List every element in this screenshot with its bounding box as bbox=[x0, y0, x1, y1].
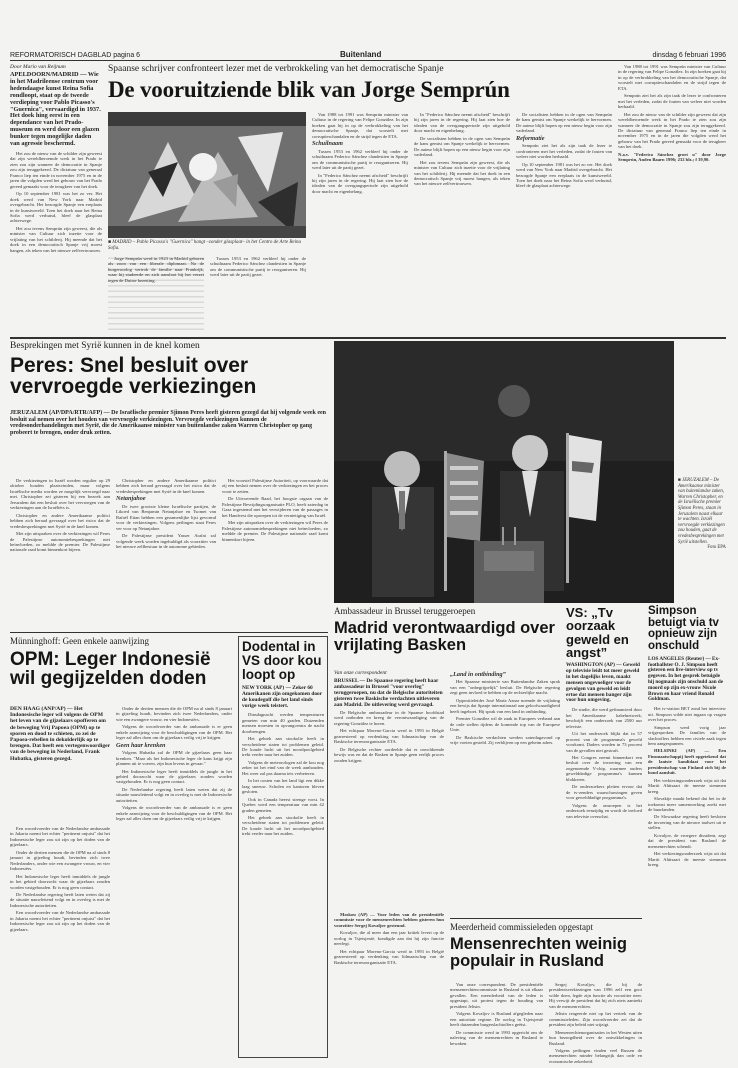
paragraph: Een woordvoerder van de Nederlandse ambassade in Jakarta noemt het echter "pertinent onjuist" dat het Indonesische leger zou uit zijn op het doden van de gijzelaars. bbox=[10, 910, 110, 932]
amb-col2 bbox=[450, 670, 560, 910]
paragraph: De onderzoekers pleiten ervoor dat de tv-zenders waarschuwingen geven voor gewelddadige programma's. bbox=[566, 784, 642, 801]
section-rule bbox=[10, 337, 726, 339]
peres-kicker: Besprekingen met Syrië kunnen in de knel komen bbox=[10, 341, 200, 351]
header-paper-name: REFORMATORISCH DAGBLAD pagina 6 bbox=[10, 52, 141, 59]
semprun-col2a bbox=[108, 256, 204, 334]
paragraph: Op 10 september 1981 was het zo ver. Het doek werd van New York naar Madrid overgebracht. Het bezorgde Spanje een ereplaats in de kunstwereld. Toen het doek naar het Reina Sofia werd verhuisd, bleef de glasplaat achterwege. bbox=[10, 191, 102, 224]
paragraph: Onder de dertien mensen die de OPM na al sinds 8 januari in gijzeling houdt, bevinden zich twee Nederlanders, onder wie een zwangere vrouw, en vier Indonesiërs. bbox=[116, 706, 232, 722]
simpson-title: Simpson betuigt via tv opnieuw zijn onschuld bbox=[648, 605, 719, 653]
paragraph: In het oosten van het land ligt een dikke laag sneeuw. Scholen en kantoren bleven gesloten. bbox=[242, 778, 324, 795]
paragraph: Het verkiezingsonderzoek wijst uit dat Martti Ahtisaari de meeste stemmen kreeg. bbox=[648, 777, 726, 794]
paragraph: De verkiezingen in Israël worden regulier op 29 oktober houden plaatsvinden, maar volgens Israëlische media worden ze mogelijk vervroegd naar mei. Christopher zei gisteren bij een bezoek aan Jeruzalem dat een besluit over het vervroegen van de verkiezingen aan de Israëliërs is. bbox=[10, 478, 110, 511]
opm-col2 bbox=[116, 706, 232, 1058]
paragraph: Het echtpaar Moreno-Garcia werd in 1993 in België gearresteerd op verdenking van lidmaatschap van de Baskische terreurorganisatie ETA. bbox=[334, 728, 444, 745]
paragraph: Volgens Hubatka zal de OPM de gijzelaars geen haar krenken. "Maar als het Indonesische leger de kans krijgt zijn plannen uit te voeren, zijn hun levens in gevaar." bbox=[116, 750, 232, 767]
dodental-body bbox=[242, 712, 324, 837]
paragraph: Het zou de nieuw van de schilder zijn geweest dat zijn wereldberoemde werk in het Prado te zien zou zijn wanneer de democratie in Spanje zou zijn teruggekeerd. De dictatuur van generaal Franco liep ten einde in november 1975 en in de jaren die volgden werd het gebouw van het Prado gereed gemaakt voor de terugkeer van het doek. bbox=[10, 150, 102, 189]
amb-body1 bbox=[334, 710, 444, 763]
peres-col1 bbox=[10, 478, 110, 628]
paragraph: In "Federico Sánchez neemt afscheid" beschrijft hij zijn jaren in de regering. Hij laat zien hoe de idealen van de overgangsperiode zijn uitgehold door macht en eigenbelang. bbox=[312, 172, 408, 194]
paragraph: Op 10 september 1981 was het zo ver. Het doek werd van New York naar Madrid overgebracht. Het bezorgde Spanje een ereplaats in de kunstwereld. Toen het doek naar het Reina Sofia werd verhuisd, bleef de glasplaat achterwege. bbox=[516, 161, 612, 189]
vs-lede: WASHINGTON (AP) — Geweld op televisie leidt tot meer geweld in het dagelijks leven, maakt mensen ongevoeliger voor de gevolgen van geweld en leidt ertoe dat mensen banger zijn voor hun omgeving. bbox=[566, 662, 640, 704]
semprun-col1 bbox=[10, 151, 102, 253]
page-header bbox=[10, 48, 726, 61]
peres-christopher-photo bbox=[334, 341, 674, 603]
vs-title: VS: „Tv oorzaak geweld en angst” bbox=[566, 605, 629, 660]
paragraph: Het zou de nieuw van de schilder zijn geweest dat zijn wereldberoemde werk in het Prado te zien zou zijn wanneer de democratie in Spanje zou zijn teruggekeerd. De dictatuur van generaal Franco liep ten einde in november 1975 en in de jaren die volgden werd het gebouw van het Prado gereed gemaakt voor de terugkeer van het doek. bbox=[618, 111, 726, 150]
paragraph: Het Indonesische leger heeft inmiddels de jungle in het gebied doorzocht waar de gijzelaars zouden worden vastgehouden. Er is nog geen contact. bbox=[10, 873, 110, 890]
semprun-col3 bbox=[312, 112, 408, 334]
opm-kicker: Münninghoff: Geen enkele aanwijzing bbox=[10, 636, 150, 646]
paragraph: De Nederlandse regering heeft laten weten dat zij de situatie nauwlettend volgt en in overleg is met de Indonesische autoriteiten. bbox=[10, 891, 110, 908]
paragraph: Het echtpaar Moreno-Garcia werd in 1993 in België gearresteerd op verdenking van lidmaatschap van de Baskische terreurorganisatie ETA. bbox=[334, 948, 444, 965]
vs-article bbox=[566, 606, 642, 922]
peres-subhead: Netanjahoe bbox=[116, 495, 146, 503]
paragraph: Jeltsin reageerde niet op het vertrek van de commissieleden. Zijn woordvoerder zei dat de president zijn beleid niet wijzigt. bbox=[549, 1011, 642, 1028]
peres-caption bbox=[678, 478, 726, 602]
paragraph: Simpson werd vorig jaar vrijgesproken. De families van de slachtoffers hebben een civiele zaak tegen hem aangespannen. bbox=[648, 724, 726, 746]
semprun-subhead-reformatie: Reformatie bbox=[516, 134, 545, 142]
amb-body3 bbox=[334, 912, 444, 965]
rusland-title-box bbox=[450, 936, 642, 980]
paragraph: Semprún ziet het als zijn taak de lezer te confronteren met het verleden, zodat de fouten van weleer niet worden herhaald. bbox=[516, 143, 612, 160]
amb-subhead: „Land in ontbinding” bbox=[450, 671, 506, 678]
paragraph: Tussen 1953 en 1962 verbleef hij onder de schuilnaam Federico Sánchez clandestien in Spanje om de communistische partij te reorganiseren. Hij werd later uit de partij gezet. bbox=[210, 256, 306, 278]
paragraph: Volgens peilingen vinden veel Russen de mensenrechten minder belangrijk dan orde en economische zekerheid. bbox=[549, 1047, 642, 1064]
semprun-subhead-schuilnaam: Schuilnaam bbox=[312, 140, 343, 148]
simpson-lede: LOS ANGELES (Reuter) — Ex-footballster O. J. Simpson heeft gisteren een live-interview op tv gegeven. In het gesprek betuigde hij nogmaals zijn onschuld aan de moord op zijn ex-vrouw Nicole Brown en haar vriend Ronald Goldman. bbox=[648, 655, 724, 703]
paragraph: Met zijn uitspraken over de verkiezingen wil Peres de Palestijnse autonomiebesprekingen niet beïnvloeden, zo meldde de premier. De Palestijnse nationale raad komt binnenkort bijeen. bbox=[10, 531, 110, 553]
semprun-title: De vooruitziende blik van Jorge Semprún bbox=[108, 77, 510, 102]
paragraph: Van 1988 tot 1991 was Semprún minister van Cultuur in de regering van Felipe González. In zijn boeken gaat hij in op de verbrokkeling van het democratische Spanje, dat worstelt met corruptieschandalen en de strijd tegen de ETA. bbox=[312, 112, 408, 139]
paragraph: De socialisten hebben in de ogen van Semprún de kans gemist om Spanje werkelijk te hervormen. De auteur blijft hopen op een nieuw begin voor zijn vaderland. bbox=[516, 112, 612, 134]
guernica-image bbox=[108, 112, 306, 238]
paragraph: Onder de dertien mensen die de OPM na al sinds 8 januari in gijzeling houdt, bevinden zich twee Nederlanders, onder wie een zwangere vrouw, en vier Indonesiërs. bbox=[10, 849, 110, 872]
opm-title: OPM: Leger Indonesië wil gegijzelden doden bbox=[10, 649, 211, 690]
semprun-kicker: Spaanse schrijver confronteert lezer met de verbrokkeling van het democratische Spanje bbox=[108, 64, 444, 74]
vs-body bbox=[566, 707, 642, 819]
peres-title: Peres: Snel besluit over vervroegde verkiezingen bbox=[10, 354, 257, 399]
dodental-box bbox=[238, 636, 328, 1058]
semprun-col6 bbox=[618, 64, 726, 334]
paragraph: Oppositieleider José María Aznar noemde de vrijlating een bewijs dat Spanje internationaal aan geloofwaardigheid heeft ingeboet. Hij sprak van een land in ontbinding. bbox=[450, 697, 560, 714]
header-section: Buitenland bbox=[340, 50, 382, 59]
paragraph: Het Spaanse ministerie van Buitenlandse Zaken sprak van een "onbegrijpelijk" besluit. De Belgische regering zegt geen invloed te hebben op de rechterlijke macht. bbox=[450, 679, 560, 696]
paragraph: De Palestijnse president Yasser Arafat zal volgende week worden ingehuldigd als voorzitter van het nieuwe zelfbestuur in de autonome gebieden. bbox=[116, 533, 216, 549]
paragraph: De studie, die werd gefinancierd door het Amerikaanse kabelnetwerk, beschrijft een onderzoek van 2500 uur televisie. bbox=[566, 707, 642, 729]
paragraph: Mensenrechtenorganisaties in het Westen uiten hun bezorgdheid over de ontwikkelingen in Rusland. bbox=[549, 1029, 642, 1046]
paragraph: De Baskische verdachten werden zaterdagavond op vrije voeten gesteld. Zij verblijven op een geheim adres. bbox=[450, 734, 560, 745]
paragraph: Met zijn uitspraken over de verkiezingen wil Peres de Palestijnse autonomiebesprekingen niet beïnvloeden, zo meldde de premier. De Palestijnse nationale raad komt binnenkort bijeen. bbox=[222, 520, 328, 542]
dodental-title: Dodental in VS door kou loopt op bbox=[242, 639, 322, 682]
amb-kicker-box bbox=[334, 606, 560, 618]
semprun-booknote: N.a.v. "Federico Sánchez groet u" door Jorge Semprún, Anden Baarn 1996; 232 blz.; f 39,90. bbox=[618, 151, 726, 163]
amb-body2 bbox=[450, 672, 560, 745]
opm-title-box bbox=[10, 650, 232, 702]
paragraph: Tussen 1953 en 1962 verbleef hij onder de schuilnaam Federico Sánchez clandestien in Spanje om de communistische partij te reorganiseren. Hij werd later uit de partij gezet. bbox=[312, 148, 408, 171]
semprun-byline: Door Mario van Reijnum bbox=[10, 64, 66, 70]
semprun-col4 bbox=[414, 112, 510, 334]
paragraph: Volgens de omroepen is het onderzoek eenzijdig en wordt de invloed van televisie overschat. bbox=[566, 802, 642, 819]
semprun-caption-text: MADRID – Pablo Picasso's "Guernica" hangt –zonder glasplaat– in het Centro de Arte Reina Sofia. bbox=[108, 240, 302, 251]
paragraph: Het verkiezingsonderzoek wijst uit dat Martti Ahtisaari de meeste stemmen kreeg. bbox=[648, 851, 726, 868]
paragraph: Premier González wil de zaak in Europees verband aan de orde stellen tijdens de komende top van de Europese Unie. bbox=[450, 716, 560, 733]
semprun-intro bbox=[10, 64, 102, 334]
paragraph: Het gebrek aan stookolie heeft in verscheidene staten tot problemen geleid. De koude lucht uit het noordpoolgebied trekt verder naar het zuiden. bbox=[242, 736, 324, 758]
paragraph: Het Indonesische leger heeft inmiddels de jungle in het gebied doorzocht waar de gijzelaars zouden worden vastgehouden. Er is nog geen contact. bbox=[116, 768, 232, 785]
paragraph: Sergej Kovaljov, die bij de presidentsverkiezingen van 1996 zelf een gooi wilde doen, legde zijn functie als voorzitter neer. Hij verwijt de president dat hij zich niets aantrekt van de mensenrechten. bbox=[549, 982, 642, 1009]
paragraph: De commissie werd in 1993 opgericht om de naleving van de mensenrechten in Rusland te bewaken. bbox=[450, 1029, 543, 1046]
paragraph: Van onze correspondent. De presidentiële mensenrechtencommissie in Rusland is uit elkaar gevallen. Een meerderheid van de leden is opgestapt, uit protest tegen de houding van president Jeltsin. bbox=[450, 982, 543, 1009]
simpson-helsinki-note: HELSINKI (AP) — Een Finsmaatschappij heeft opgetekend dat de laatste kandidaat voor het presidentschap van Finland zich bij de bond aansluit. bbox=[648, 748, 726, 776]
paragraph: Moskou (AP) — Voor leden van de presidentiële commissie voor de mensenrechten hebben gisteren hun voorzitter Sergej Kovaljov gesteund. bbox=[334, 912, 444, 928]
paragraph: Een woordvoerder van de Nederlandse ambassade in Jakarta noemt het echter "pertinent onjuist" dat het Indonesische leger zou uit zijn op het doden van de gijzelaars. bbox=[10, 826, 110, 848]
paragraph: De Belgische rechter oordeelde dat er onvoldoende bewijs was en dat de Basken in Spanje geen eerlijk proces zouden krijgen. bbox=[334, 746, 444, 763]
amb-lede: BRUSSEL — De Spaanse regering heeft haar ambassadeur in Brussel "voor overleg" teruggeroepen, nu dat de Belgische autoriteiten gisteren twee Baskische verdachten uitleveren aan Madrid. De uitlevering werd gevraagd. bbox=[334, 678, 443, 708]
semprun-kicker-box bbox=[108, 64, 612, 76]
paragraph: Christopher en andere Amerikaanse politici hebben zich beraad gevraagd over het risico dat de vredesbesprekingen met Syrië in de knel komen. bbox=[10, 512, 110, 529]
rusland-kicker: Meerderheid commissieleden opgestapt bbox=[450, 922, 593, 932]
paragraph: Kovaljov, de vroegere dissident, zegt dat de president van Rusland de mensenrechten schendt. bbox=[648, 832, 726, 849]
guernica-photo bbox=[108, 112, 306, 238]
paragraph: Dinsdagnacht werden temperaturen gemeten van min 40 graden. Duizenden mensen moesten in opvangcentra de nacht doorbrengen. bbox=[242, 712, 324, 734]
paragraph: Het zou tevens Semprún zijn geweest, die als minister van Cultuur zich inzette voor de vrijlating van het schilderij. Hij meende dat het doek in een democratisch Spanje vrij moest hangen, als teken van het nieuwe zelfvertrouwen. bbox=[10, 225, 102, 253]
paragraph: Ook in Canada heerst strenge vorst. In Quebec werd een temperatuur van min 42 graden gemeten. bbox=[242, 796, 324, 813]
paragraph: Volgens de meteorologen zal de kou nog zeker tot het eind van de week aanhouden. Het weer zal pas daarna iets verbeteren. bbox=[242, 759, 324, 776]
opm-col1 bbox=[10, 826, 110, 1058]
peres-col2 bbox=[116, 478, 216, 628]
paragraph: Volgens Kovaljov is Rusland afgegleden naar een autoritair regime. De oorlog in Tsjetsjenië heeft duizenden burgerslachtoffers geëist. bbox=[450, 1011, 543, 1028]
paragraph: Jorge Semprún werd in 1923 in Madrid geboren als zoon van een liberale diplomaat. Na de burgeroorlog vertrok de familie naar Frankrijk, waar hij studeerde en zich aansloot bij het verzet tegen de Duitse bezetting. bbox=[108, 256, 204, 283]
peres-caption-text: JERUZALEM – De Amerikaanse minister van buitenlandse zaken, Warren Christopher, en de Israëlische premier Sjimon Peres, staan in Jeruzalem naast elkaar te wachten. Israël vervroegde verkiezingen zou houden, gaat de vredesbesprekingen met Syrië uitstellen. bbox=[678, 478, 725, 545]
paragraph: Van 1988 tot 1991 was Semprún minister van Cultuur in de regering van Felipe González. In zijn boeken gaat hij in op de verbrokkeling van het democratische Spanje, dat worstelt met corruptieschandalen en de strijd tegen de ETA. bbox=[618, 64, 726, 91]
paragraph: Het zou tevens Semprún zijn geweest, die als minister van Cultuur zich inzette voor de vrijlating van het schilderij. Hij meende dat het doek in een democratisch Spanje vrij moest hangen, als teken van het nieuwe zelfvertrouwen. bbox=[414, 159, 510, 187]
paragraph: De Slowaakse regering heeft besloten de invoering van de nieuwe taalwet uit te stellen. bbox=[648, 814, 726, 831]
paragraph: Het Congres neemt binnenkort een besluit over de invoering van een zogenoemde V-chip, waarmee ouders gewelddadige programma's kunnen blokkeren. bbox=[566, 754, 642, 782]
paragraph: Volgens de woordvoerder van de ambassade is er geen enkele aanwijzing voor de beschuldigingen van de OPM. Het leger zal alles doen om de gijzelaars veilig vrij te krijgen. bbox=[116, 724, 232, 741]
peres-col3 bbox=[222, 478, 328, 628]
paragraph: Slovakije maakt bekend dat het in de toekomst meer samenwerking zoekt met de buurlanden. bbox=[648, 796, 726, 812]
peres-kicker-box bbox=[10, 341, 310, 353]
paragraph: Het tv-station BET zond het interview uit. Simpson wilde niet ingaan op vragen over het proces. bbox=[648, 706, 726, 723]
paragraph: Kovaljov, die al meer dan een jaar kritiek levert op de oorlog in Tsjetsjenië, kondigde aan dat hij zijn functie neerlegt. bbox=[334, 930, 444, 947]
paragraph: Christopher en andere Amerikaanse politici hebben zich beraad gevraagd over het risico dat de vredesbesprekingen met Syrië in de knel komen. bbox=[116, 478, 216, 494]
paragraph: Het voorstel Palestijnse Autoriteit, op voorwaarde dat zij een besluit nemen over de verkiezingen en het proces voort te zetten. bbox=[222, 478, 328, 494]
paragraph: Volgens de woordvoerder van de ambassade is er geen enkele aanwijzing voor de beschuldigingen van de OPM. Het leger zal alles doen om de gijzelaars veilig vrij te krijgen. bbox=[116, 805, 232, 822]
caption-bullet: ■ bbox=[678, 478, 683, 483]
semprun-col5 bbox=[516, 112, 612, 334]
simpson-article bbox=[648, 606, 726, 1058]
rusland-col2 bbox=[549, 982, 642, 1064]
paragraph: Uit het onderzoek blijkt dat in 57 procent van de programma's geweld voorkomt. Daders worden in 73 procent van de gevallen niet gestraft. bbox=[566, 731, 642, 753]
press-conference-image bbox=[334, 341, 674, 603]
semprun-title-box bbox=[108, 78, 612, 108]
peres-photo-credit: Foto EPA bbox=[707, 545, 726, 551]
paragraph: De Belgische ambassadeur in de Spaanse hoofdstad werd ontboden en kreeg de verontwaardiging van de regering-González te horen. bbox=[334, 710, 444, 726]
section-rule bbox=[450, 918, 642, 919]
amb-kicker: Ambassadeur in Brussel teruggeroepen bbox=[334, 606, 476, 616]
semprun-col2b bbox=[210, 256, 306, 334]
amb-col1 bbox=[334, 670, 444, 910]
paragraph: Het gebrek aan stookolie heeft in verscheidene staten tot problemen geleid. De koude lucht uit het noordpoolgebied trekt verder naar het zuiden. bbox=[242, 815, 324, 837]
semprun-caption bbox=[108, 240, 306, 254]
rusland-kicker-box bbox=[450, 922, 642, 934]
simpson-body bbox=[648, 706, 726, 867]
peres-title-box bbox=[10, 355, 328, 407]
opm-subhead: Geen haar krenken bbox=[116, 741, 166, 749]
opm-lede: DEN HAAG (ANP/AP) — Het Indonesische leger wil volgens de OPM het leven van de gijzelaars opofferen om de beweging Vrij Papoea (OPM) op te sporen en dood te schieten, zo zei de Papoea-rebellen in dekolderlijk op te brengen. Dat heeft een vertegenwoordiger van de beweging in Nederland, Frank Hubatka, gisteren gezegd. bbox=[10, 706, 110, 762]
rusland-col1 bbox=[450, 982, 543, 1058]
paragraph: De Nederlandse regering heeft laten weten dat zij de situatie nauwlettend volgt en in overleg is met de Indonesische autoriteiten. bbox=[116, 786, 232, 803]
paragraph: In "Federico Sánchez neemt afscheid" beschrijft hij zijn jaren in de regering. Hij laat zien hoe de idealen van de overgangsperiode zijn uitgehold door macht en eigenbelang. bbox=[414, 112, 510, 134]
paragraph: De twee grootste kleine Israëlische partijen, de Likoed van Benjamin Netanjahoe en Tsomet van Rafaël Eitan hebben een gezamenlijke lijst gevormd voor de verkiezingen. Volgens peilingen staat Peres ver voor op Netanjahoe. bbox=[116, 503, 216, 531]
amb-title-box bbox=[334, 620, 560, 668]
caption-bullet: ■ bbox=[108, 240, 113, 245]
peres-lede: JERUZALEM (AP/DPA/RTR/AFP) — De Israëlische premier Sjimon Peres heeft gisteren gezegd dat hij volgende week een besluit zal nemen over het houden van vervroegde verkiezingen. Vervroegde verkiezingen kunnen de vredesonderhandelingen met Syrië, die de Amerikaanse minister van buitenlandse zaken Warren Christopher op gang probeert te brengen, onder druk zetten. bbox=[10, 410, 327, 436]
header-date: dinsdag 6 februari 1996 bbox=[652, 52, 726, 59]
amb-title: Madrid verontwaardigd over vrijlating Basken bbox=[334, 619, 555, 654]
semprun-lede: APELDOORN/MADRID — Wie in het Madrileense centrum voor hedendaagse kunst Reina Sofia rondloopt, staat op de tweede verdieping voor Pablo Picasso's "Guernica", vervaardigd in 1937. Het doek hing eerst in een dependance van het Prado-museum en werd door een glazen bunker tegen mogelijke daden van agressie beschermd. bbox=[10, 71, 101, 148]
rusland-title: Mensenrechten weinig populair in Rusland bbox=[450, 935, 627, 970]
paragraph: De socialisten hebben in de ogen van Semprún de kans gemist om Spanje werkelijk te hervormen. De auteur blijft hopen op een nieuw begin voor zijn vaderland. bbox=[414, 135, 510, 158]
amb-byline: Van onze correspondent bbox=[334, 670, 387, 676]
paragraph: De Uitvoerende Raad, het hoogste orgaan van de Palestijnse Bevrijdingsorganisatie PLO, heeft zaterdag in Gaza ingestemd met het verwijderen van de passages in het Handvest die oproepen tot de vernietiging van Israël. bbox=[222, 496, 328, 518]
section-rule bbox=[10, 632, 328, 633]
dodental-lede: NEW YORK (AP) — Zeker 60 Amerikanen zijn omgekomen door de koudegolf die het land sinds vorige week teistert. bbox=[242, 685, 323, 710]
amb-col3 bbox=[334, 912, 444, 1058]
paragraph: Semprún ziet het als zijn taak de lezer te confronteren met het verleden, zodat de fouten van weleer niet worden herhaald. bbox=[618, 93, 726, 110]
